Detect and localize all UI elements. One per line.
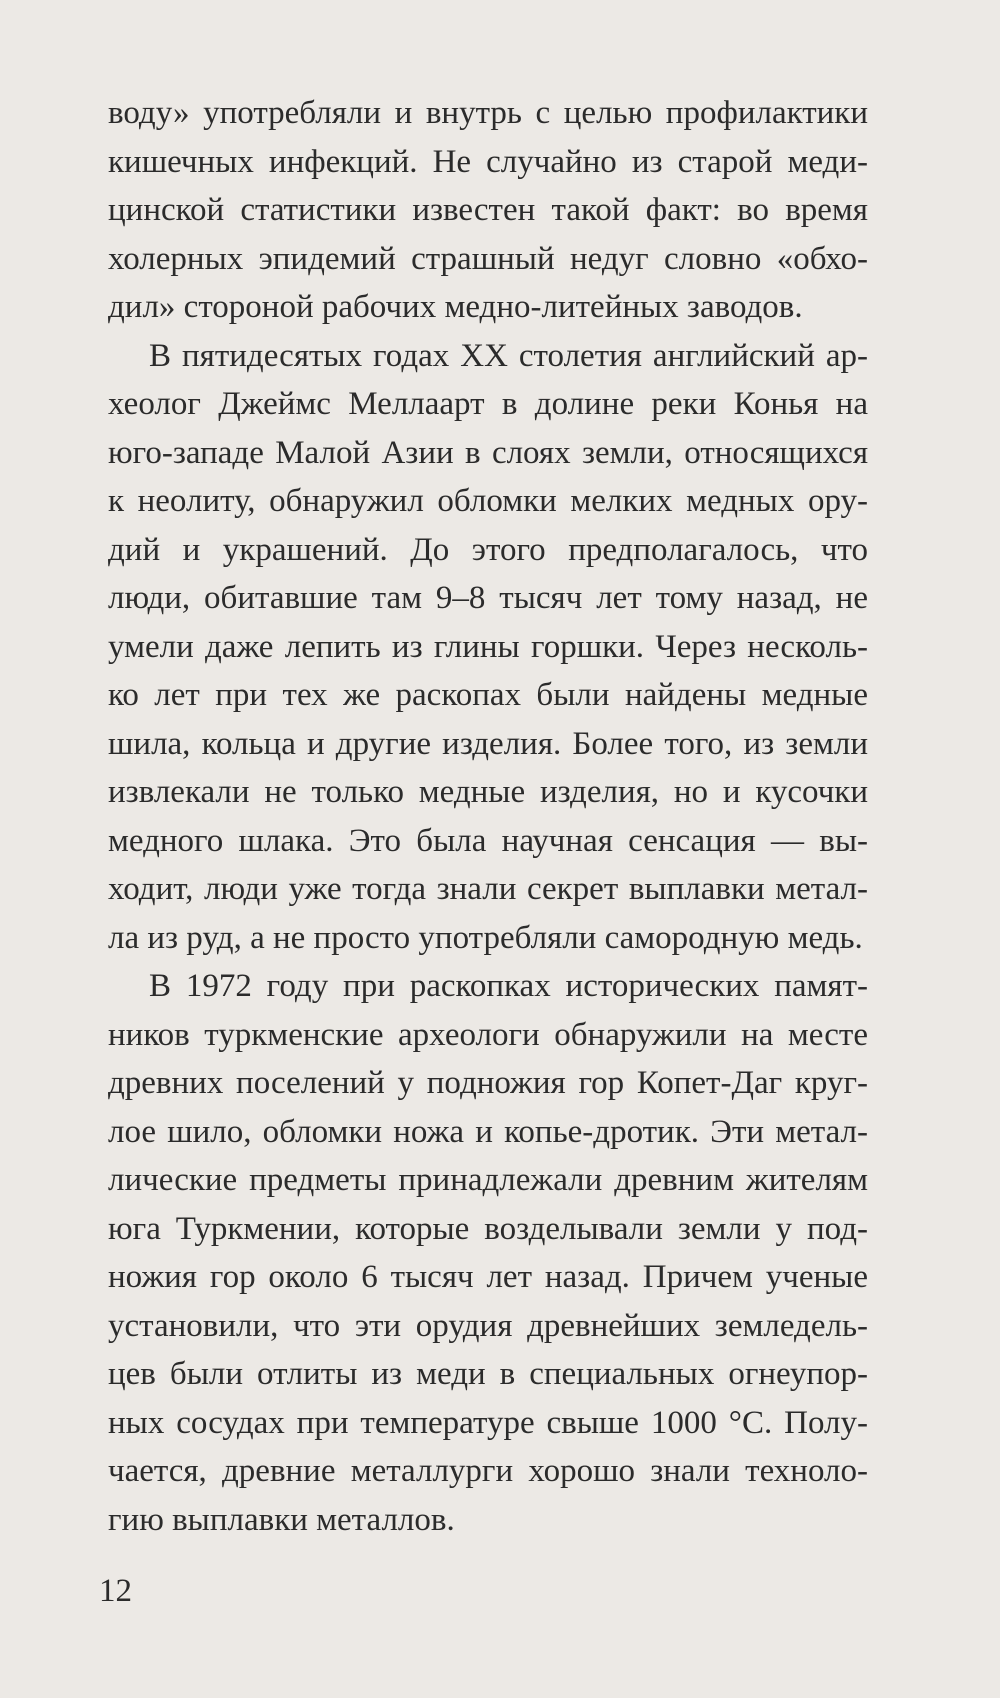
text-line: холерных эпидемий страшный недуг словно «обхо- xyxy=(108,240,868,277)
text-line: ко лет при тех же раскопах были найдены медные xyxy=(108,677,868,713)
text-line: извлекали не только медные изделия, но и кусочки xyxy=(108,774,868,810)
text-line: ных сосудах при температуре свыше 1000 °С. Полу- xyxy=(108,1404,868,1441)
text-line: лические предметы принадлежали древним жителям xyxy=(108,1162,868,1198)
text-line: цинской статистики известен такой факт: во время xyxy=(108,192,868,228)
text-line: кишечных инфекций. Не случайно из старой меди- xyxy=(108,143,868,180)
text-line: древних поселений у подножия гор Копет-Даг круг- xyxy=(108,1065,868,1101)
text-line: В 1972 году при раскопках исторических памят- xyxy=(149,968,868,1004)
text-line: ников туркменские археологи обнаружили на месте xyxy=(108,1016,868,1053)
paragraph-3 xyxy=(108,962,868,1544)
text-line: медного шлака. Это была научная сенсация — вы- xyxy=(108,822,868,859)
text-line: установили, что эти орудия древнейших земледель- xyxy=(108,1307,868,1344)
text-line: лое шило, обломки ножа и копье-дротик. Эти метал- xyxy=(108,1113,868,1150)
text-line: шила, кольца и другие изделия. Более того, из земли xyxy=(108,725,868,762)
text-line: гию выплавки металлов. xyxy=(108,1501,455,1538)
text-line: юго-западе Малой Азии в слоях земли, относящихся xyxy=(108,434,868,471)
text-line: В пятидесятых годах XX столетия английский ар- xyxy=(149,337,868,374)
text-line: хеолог Джеймс Меллаарт в долине реки Конья на xyxy=(108,386,868,422)
text-line: к неолиту, обнаружил обломки мелких медных ору- xyxy=(108,483,868,519)
text-line: люди, обитавшие там 9–8 тысяч лет тому назад, не xyxy=(108,580,868,616)
text-line: дий и украшений. До этого предполагалось, что xyxy=(108,531,868,568)
paragraph-1 xyxy=(108,89,868,332)
text-line: дил» стороной рабочих медно-литейных заводов. xyxy=(108,289,803,325)
text-line: чается, древние металлурги хорошо знали техноло- xyxy=(108,1453,868,1489)
paragraph-2 xyxy=(108,332,868,963)
text-line: юга Туркмении, которые возделывали земли у под- xyxy=(108,1210,868,1247)
text-line: ножия гор около 6 тысяч лет назад. Причем ученые xyxy=(108,1259,868,1295)
page-number: 12 xyxy=(99,1573,132,1609)
text-line: умели даже лепить из глины горшки. Через несколь- xyxy=(108,628,868,665)
text-line: цев были отлиты из меди в специальных огнеупор- xyxy=(108,1356,868,1392)
text-line: ла из руд, а не просто употребляли самородную медь. xyxy=(108,919,863,956)
body-text xyxy=(108,89,868,1544)
text-line: ходит, люди уже тогда знали секрет выплавки метал- xyxy=(108,871,868,907)
text-line: воду» употребляли и внутрь с целью профилактики xyxy=(108,95,868,131)
